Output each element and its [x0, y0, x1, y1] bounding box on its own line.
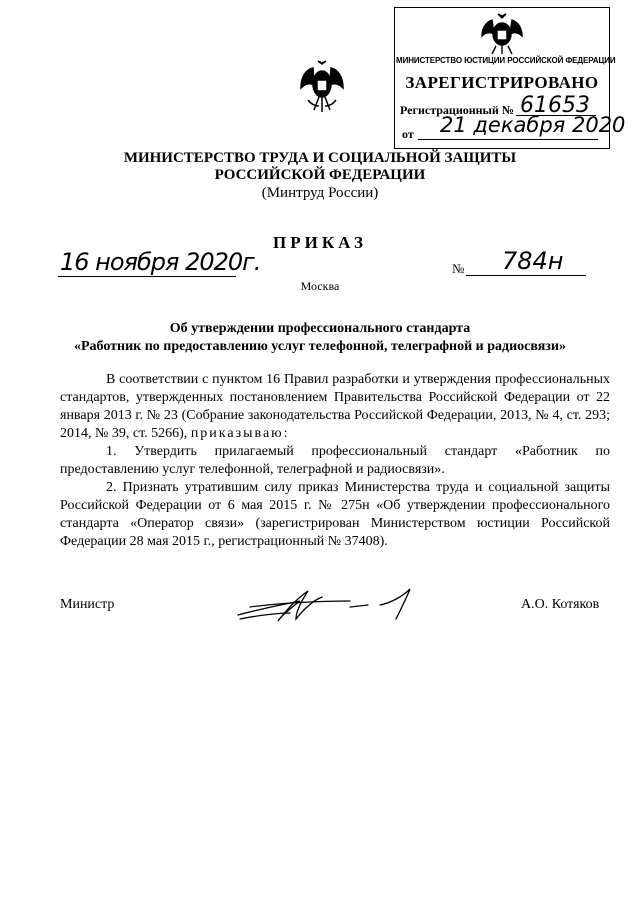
handwritten-signature: [230, 585, 420, 625]
stamp-reg-number-label: Регистрационный №: [400, 103, 514, 117]
stamp-status: ЗАРЕГИСТРИРОВАНО: [405, 73, 599, 92]
coat-of-arms-icon: [299, 60, 345, 114]
order-number-sign: №: [452, 261, 465, 276]
preamble-text: В соответствии с пунктом 16 Правил разработки и утверждения профессиональных стандартов, утвержденных постановлением Правительства Российской Федерации от 22 января 2013 г. № 23 (Собрание законодательства Российской Федерации, 2013, № 4, ст. 293; 2014, № 39, ст. 5266),: [60, 372, 610, 441]
order-number-underline: [466, 275, 586, 276]
stamp-reg-number-value: 61653: [520, 93, 590, 118]
item-1-paragraph: 1. Утвердить прилагаемый профессиональный стандарт «Работник по предоставлению услуг телефонной, телеграфной и радиосвязи».: [60, 444, 610, 477]
stamp-eagle-emblem-icon: [478, 12, 526, 56]
signer-name: А.О. Котяков: [521, 597, 600, 612]
city: Москва: [300, 279, 340, 293]
ministry-title: [0, 150, 640, 184]
stamp-date-underline: [418, 139, 598, 140]
subject-line2: «Работник по предоставлению услуг телефонной, телеграфной и радиосвязи»: [73, 339, 567, 354]
document-body: [60, 371, 610, 551]
order-number: 784н: [502, 247, 564, 275]
order-date-underline: [58, 276, 236, 277]
stamp-date-value: 21 декабря 2020: [440, 113, 626, 137]
order-date: 16 ноября 2020г.: [60, 248, 261, 276]
document-subject: [40, 320, 600, 356]
signer-title: Министр: [60, 597, 115, 612]
subject-line1: Об утверждении профессионального стандарта: [169, 321, 471, 336]
ministry-short-name: (Минтруд России): [261, 185, 379, 201]
item-2-paragraph: 2. Признать утратившим силу приказ Министерства труда и социальной защиты Российской Федерации от 6 мая 2015 г. № 275н «Об утверждении профессионального стандарта «Оператор связи» (зарегистрирован Министерством юстиции Российской Федерации 28 мая 2015 г., регистрационный № 37408).: [60, 480, 610, 549]
document-type: ПРИКАЗ: [273, 233, 367, 252]
stamp-date-label: от: [402, 127, 414, 141]
ministry-title-line1: МИНИСТЕРСТВО ТРУДА И СОЦИАЛЬНОЙ ЗАЩИТЫ: [123, 150, 517, 166]
ministry-title-line2: РОССИЙСКОЙ ФЕДЕРАЦИИ: [214, 167, 426, 183]
stamp-ministry-name: МИНИСТЕРСТВО ЮСТИЦИИ РОССИЙСКОЙ ФЕДЕРАЦИИ: [396, 56, 616, 65]
preamble-paragraph: [60, 371, 610, 443]
order-word: приказываю:: [190, 426, 290, 441]
